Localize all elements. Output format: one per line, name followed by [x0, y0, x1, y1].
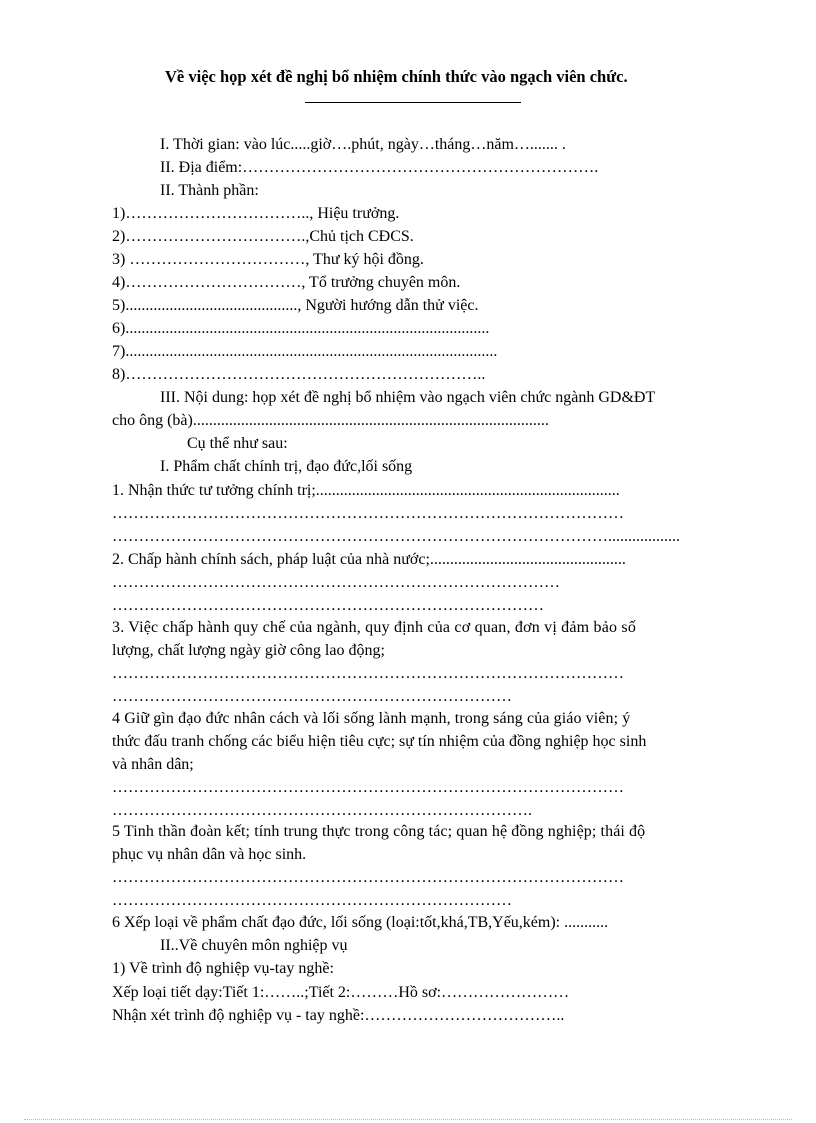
- fill-line: …………………………………………………………………: [112, 892, 512, 909]
- item-6: 6 Xếp loại về phẩm chất đạo đức, lối sống (loại:tốt,khá,TB,Yếu,kém): ...........: [112, 914, 609, 931]
- participant-line-4: 4)……………………………, Tổ trưởng chuyên môn.: [112, 274, 461, 291]
- fill-line: …………………………………………………………………….: [112, 802, 532, 819]
- subsection-ethics: I. Phẩm chất chính trị, đạo đức,lối sống: [160, 458, 413, 475]
- section-time: I. Thời gian: vào lúc.....giờ….phút, ngày…tháng…năm…....... .: [160, 136, 566, 153]
- item-5: 5 Tinh thần đoàn kết; tính trung thực trong công tác; quan hệ đồng nghiệp; thái độ: [112, 823, 646, 840]
- fill-line: …………………………………………………………………………………..................: [112, 528, 680, 545]
- section-content-cont: cho ông (bà).........................................................................................: [112, 412, 549, 429]
- document-title: Về việc họp xét đề nghị bổ nhiệm chính thức vào ngạch viên chức.: [165, 67, 628, 86]
- item-3: 3. Việc chấp hành quy chế của ngành, quy định của cơ quan, đơn vị đảm bảo số: [112, 619, 637, 636]
- fill-line: ……………………………………………………………………………………: [112, 779, 624, 796]
- details-heading: Cụ thể như sau:: [187, 435, 288, 452]
- item-4-cont: thức đấu tranh chống các biểu hiện tiêu cực; sự tín nhiệm của đồng nghiệp học sinh: [112, 733, 647, 750]
- fill-line: ……………………………………………………………………………………: [112, 869, 624, 886]
- item-1: 1. Nhận thức tư tưởng chính trị;............................................................................: [112, 482, 620, 499]
- participant-line-1: 1)…………………………….., Hiệu trưởng.: [112, 205, 400, 222]
- fill-line: …………………………………………………………………: [112, 688, 512, 705]
- participant-line-5: 5)..........................................., Người hướng dẫn thử việc.: [112, 297, 479, 314]
- page-edge-divider: [24, 1119, 792, 1120]
- participant-line-6: 6)...........................................................................................: [112, 320, 490, 337]
- expertise-remark-line: Nhận xét trình độ nghiệp vụ - tay nghề:………………………………..: [112, 1007, 565, 1024]
- participant-line-3: 3) ……………………………, Thư ký hội đồng.: [112, 251, 424, 268]
- section-participants: II. Thành phần:: [160, 182, 259, 199]
- fill-line: ………………………………………………………………………: [112, 597, 544, 614]
- lesson-rating-line: Xếp loại tiết dạy:Tiết 1:……..;Tiết 2:………Hồ sơ:……………………: [112, 984, 570, 1001]
- participant-line-8: 8)…………………………………………………………..: [112, 366, 486, 383]
- section-content: III. Nội dung: họp xét đề nghị bổ nhiệm vào ngạch viên chức ngành GD&ĐT: [160, 389, 656, 406]
- fill-line: …………………………………………………………………………: [112, 574, 560, 591]
- fill-line: ……………………………………………………………………………………: [112, 665, 624, 682]
- item-3-cont: lượng, chất lượng ngày giờ công lao động;: [112, 642, 385, 659]
- item-4-cont2: và nhân dân;: [112, 756, 194, 773]
- subsection-expertise: II..Về chuyên môn nghiệp vụ: [160, 937, 348, 954]
- item-4: 4 Giữ gìn đạo đức nhân cách và lối sống lành mạnh, trong sáng của giáo viên; ý: [112, 710, 631, 727]
- item-2: 2. Chấp hành chính sách, pháp luật của nhà nước;.................................................: [112, 551, 626, 568]
- section-location: II. Địa điểm:………………………………………………………….: [160, 159, 599, 176]
- expertise-item-1: 1) Về trình độ nghiệp vụ-tay nghề:: [112, 960, 334, 977]
- participant-line-7: 7).............................................................................................: [112, 343, 498, 360]
- item-5-cont: phục vụ nhân dân và học sinh.: [112, 846, 307, 863]
- participant-line-2: 2)…………………………….,Chủ tịch CĐCS.: [112, 228, 414, 245]
- fill-line: ……………………………………………………………………………………: [112, 505, 624, 522]
- title-underline: [305, 102, 521, 103]
